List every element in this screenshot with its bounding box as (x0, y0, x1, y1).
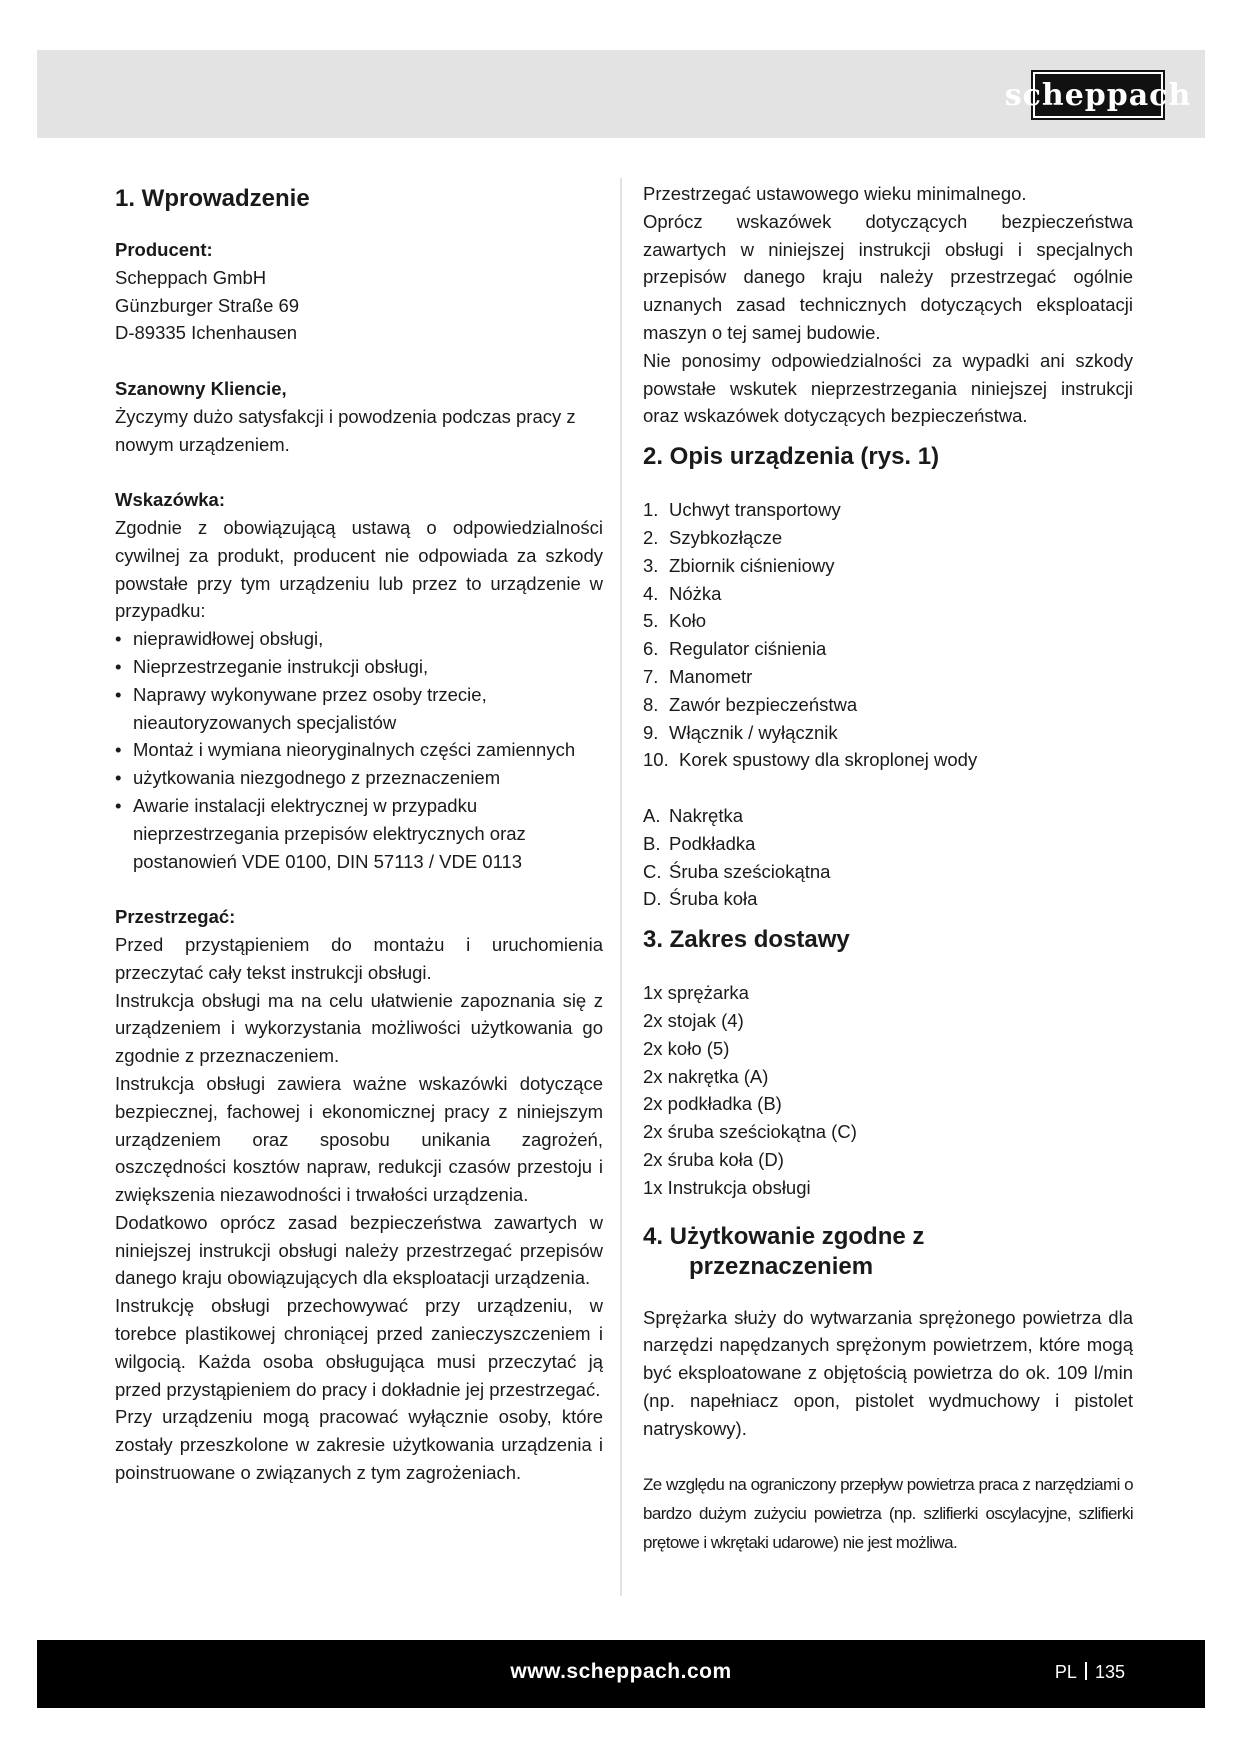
intended-use-text: Sprężarka służy do wytwarzania sprężonego powietrza dla narzędzi napędzanych sprężonym powietrzem, które mogą być eksploatowane z objętością powietrza do ok. 109 l/min (np. napełniacz opon, pistolet wydmuchowy i pistolet natryskowy). (643, 1306, 1133, 1439)
parts-letter-list (643, 802, 1133, 913)
intro-paragraph: Oprócz wskazówek dotyczących bezpieczeństwa zawartych w niniejszej instrukcji obsługi i specjalnych przepisów danego kraju należy przestrzegać ogólnie uznanych zasad technicznych dotyczących eksploatacji maszyn o tej samej budowie. (643, 210, 1133, 343)
list-item: 6. Regulator ciśnienia (643, 638, 827, 660)
producer-label: Producent: (115, 239, 213, 260)
delivery-item: 1x sprężarka (643, 982, 749, 1004)
website-link[interactable]: www.scheppach.com (510, 1660, 732, 1683)
list-item: 2. Szybkozłącze (643, 526, 783, 548)
list-item: • użytkowania niezgodnego z przeznaczeniem (115, 764, 603, 792)
list-item: • Awarie instalacji elektrycznej w przypadku nieprzestrzegania przepisów elektrycznych oraz postanowień VDE 0100, DIN 57113 / VDE 0113 (115, 792, 603, 875)
scheppach-logo: scheppach (1031, 70, 1165, 120)
delivery-item: 2x śruba koła (D) (643, 1148, 784, 1170)
section-2-heading: 2. Opis urządzenia (rys. 1) (643, 443, 940, 471)
delivery-item: 2x podkładka (B) (643, 1093, 782, 1115)
dear-customer-text: Życzymy dużo satysfakcji i powodzenia podczas pracy z nowym urządzeniem. (115, 405, 576, 455)
intro-paragraph: Nie ponosimy odpowiedzialności za wypadki ani szkody powstałe wskutek nieprzestrzegania niniejszej instrukcji oraz wskazówek dotyczących bezpieczeństwa. (643, 349, 1133, 427)
observe-paragraph: Instrukcję obsługi przechowywać przy urządzeniu, w torebce plastikowej chroniącej przed zanieczyszczeniem i wilgocią. Każda osoba obsługująca musi przeczytać ją przed przystąpieniem do pracy i dokładnie jej przestrzegać. (115, 1295, 603, 1400)
section-3-heading: 3. Zakres dostawy (643, 926, 850, 954)
left-column (115, 180, 603, 1487)
list-item: • nieprawidłowej obsługi, (115, 625, 603, 653)
list-item: • Naprawy wykonywane przez osoby trzecie, nieautoryzowanych specjalistów (115, 681, 603, 737)
column-divider (620, 178, 622, 1596)
section-4-heading: 4. Użytkowanie zgodne z przeznaczeniem (643, 1222, 925, 1280)
page-indicator (1055, 1662, 1125, 1683)
list-item: 8. Zawór bezpieczeństwa (643, 693, 858, 715)
list-item: C. Śruba sześciokątna (643, 860, 831, 882)
observe-paragraph: Instrukcja obsługi ma na celu ułatwienie zapoznania się z urządzeniem i wykorzystania możliwości użytkowania go zgodnie z przeznaczeniem. (115, 989, 603, 1067)
observe-paragraph: Instrukcja obsługi zawiera ważne wskazówki dotyczące bezpiecznej, fachowej i ekonomicznej pracy z niniejszym urządzeniem oraz sposobu unikania zagrożeń, oszczędności kosztów napraw, redukcji czasów przestoju i zwiększenia niezawodności i trwałości urządzenia. (115, 1072, 603, 1206)
producer-line: Scheppach GmbH (115, 266, 267, 288)
list-item: 7. Manometr (643, 665, 753, 687)
section-1-heading: 1. Wprowadzenie (115, 185, 310, 212)
dear-customer-label: Szanowny Kliencie, (115, 377, 287, 399)
intro-paragraph: Przestrzegać ustawowego wieku minimalnego. (643, 183, 1027, 204)
footer-bar (37, 1640, 1205, 1708)
delivery-item: 2x koło (5) (643, 1037, 730, 1059)
observe-label: Przestrzegać: (115, 906, 236, 928)
hint-bullet-list (115, 625, 603, 875)
list-item: • Montaż i wymiana nieoryginalnych części zamiennych (115, 736, 603, 764)
parts-list (643, 496, 1133, 774)
observe-paragraph: Dodatkowo oprócz zasad bezpieczeństwa zawartych w niniejszej instrukcji obsługi należy przestrzegać przepisów danego kraju obowiązujących dla eksploatacji urządzenia. (115, 1211, 603, 1289)
list-item: 10. Korek spustowy dla skroplonej wody (643, 749, 978, 771)
observe-paragraph: Przy urządzeniu mogą pracować wyłącznie osoby, które zostały przeszkolone w zakresie użytkowania urządzenia i poinstruowane o związanych z tym zagrożeniach. (115, 1406, 603, 1484)
page-number: 135 (1094, 1662, 1125, 1682)
delivery-item: 2x śruba sześciokątna (C) (643, 1121, 857, 1143)
list-item: 9. Włącznik / wyłącznik (643, 721, 838, 743)
list-item: A. Nakrętka (643, 804, 744, 826)
list-item: D. Śruba koła (643, 888, 758, 910)
list-item: 3. Zbiornik ciśnieniowy (643, 554, 835, 576)
limitation-note: Ze względu na ograniczony przepływ powietrza praca z narzędziami o bardzo dużym zużyciu powietrza (np. szlifierki oscylacyjne, szlifierki prętowe i wkrętaki udarowe) nie jest możliwa. (643, 1475, 1133, 1553)
delivery-item: 2x nakrętka (A) (643, 1065, 769, 1087)
delivery-item: 2x stojak (4) (643, 1009, 744, 1031)
hint-text: Zgodnie z obowiązującą ustawą o odpowiedzialności cywilnej za produkt, producent nie odpowiada za szkody powstałe przy tym urządzeniu lub przez to urządzenie w przypadku: (115, 516, 603, 622)
list-item: B. Podkładka (643, 832, 756, 854)
list-item: • Nieprzestrzeganie instrukcji obsługi, (115, 653, 603, 681)
producer-line: Günzburger Straße 69 (115, 294, 300, 316)
delivery-item: 1x Instrukcja obsługi (643, 1176, 811, 1198)
hint-label: Wskazówka: (115, 489, 226, 511)
header-bar (37, 50, 1205, 138)
language-code: PL (1054, 1662, 1077, 1682)
list-item: 5. Koło (643, 610, 707, 632)
list-item: 4. Nóżka (643, 582, 722, 604)
list-item: 1. Uchwyt transportowy (643, 499, 841, 521)
right-column (643, 180, 1133, 1557)
producer-line: D-89335 Ichenhausen (115, 322, 298, 344)
observe-paragraph: Przed przystąpieniem do montażu i uruchomienia przeczytać cały tekst instrukcji obsługi. (115, 933, 603, 983)
